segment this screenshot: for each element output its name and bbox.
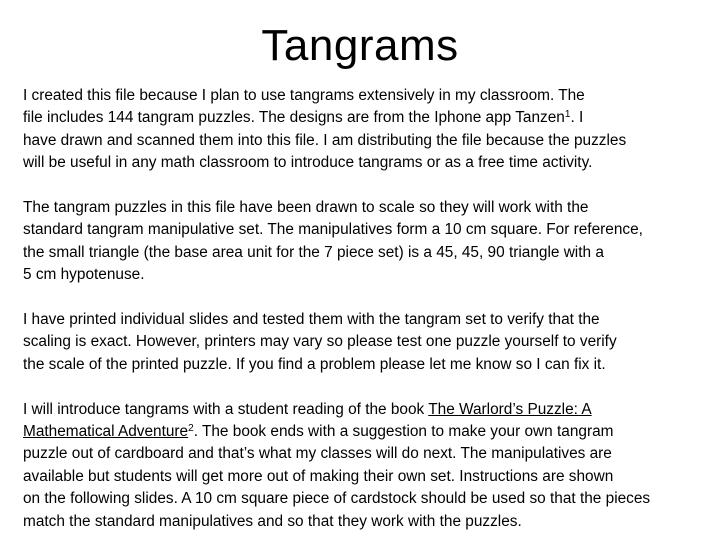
text-segment: file includes 144 tangram puzzles. The designs are from the Iphone app Tanzen <box>23 109 565 127</box>
text-line: available but students will get more out of making their own set. Instructions are shown <box>23 467 614 485</box>
text-segment: I will introduce tangrams with a student reading of the book <box>23 400 429 418</box>
footnote-marker: 1 <box>564 109 571 121</box>
book-title-link-continued[interactable]: Mathematical Adventure <box>23 423 189 441</box>
slide-body <box>23 85 713 555</box>
slide-title: Tangrams <box>261 21 459 70</box>
text-line: I have printed individual slides and tested them with the tangram set to verify that the <box>23 311 600 329</box>
text-line: I created this file because I plan to use tangrams extensively in my classroom. The <box>23 87 585 104</box>
footnote-marker: 2 <box>188 423 194 435</box>
text-line: will be useful in any math classroom to introduce tangrams or as a free time activity. <box>23 154 593 172</box>
text-line: The tangram puzzles in this file have been drawn to scale so they will work with the <box>23 199 589 217</box>
text-line <box>23 421 713 443</box>
text-line: the scale of the printed puzzle. If you find a problem please let me know so I can fix it. <box>23 355 606 373</box>
text-segment: . I <box>570 109 584 127</box>
paragraph-intro <box>23 85 713 175</box>
book-title-link[interactable]: The Warlord’s Puzzle: A <box>428 400 592 418</box>
text-segment: . The book ends with a suggestion to make your own tangram <box>193 423 614 441</box>
paragraph-introduction-plan <box>23 399 713 533</box>
text-line: puzzle out of cardboard and that’s what my classes will do next. The manipulatives are <box>23 445 612 463</box>
text-line: standard tangram manipulative set. The manipulatives form a 10 cm square. For reference, <box>23 221 643 239</box>
text-line: the small triangle (the base area unit for the 7 piece set) is a 45, 45, 90 triangle with a <box>23 243 604 261</box>
text-line: on the following slides. A 10 cm square piece of cardstock should be used so that the pieces <box>23 490 651 508</box>
paragraph-scale <box>23 197 713 287</box>
text-line <box>23 107 713 129</box>
text-line <box>23 399 713 421</box>
text-line: scaling is exact. However, printers may vary so please test one puzzle yourself to verify <box>23 333 617 351</box>
text-line: match the standard manipulatives and so that they work with the puzzles. <box>23 512 522 530</box>
text-line: 5 cm hypotenuse. <box>23 266 145 284</box>
paragraph-printing <box>23 309 713 376</box>
text-line: have drawn and scanned them into this file. I am distributing the file because the puzzles <box>23 131 627 149</box>
